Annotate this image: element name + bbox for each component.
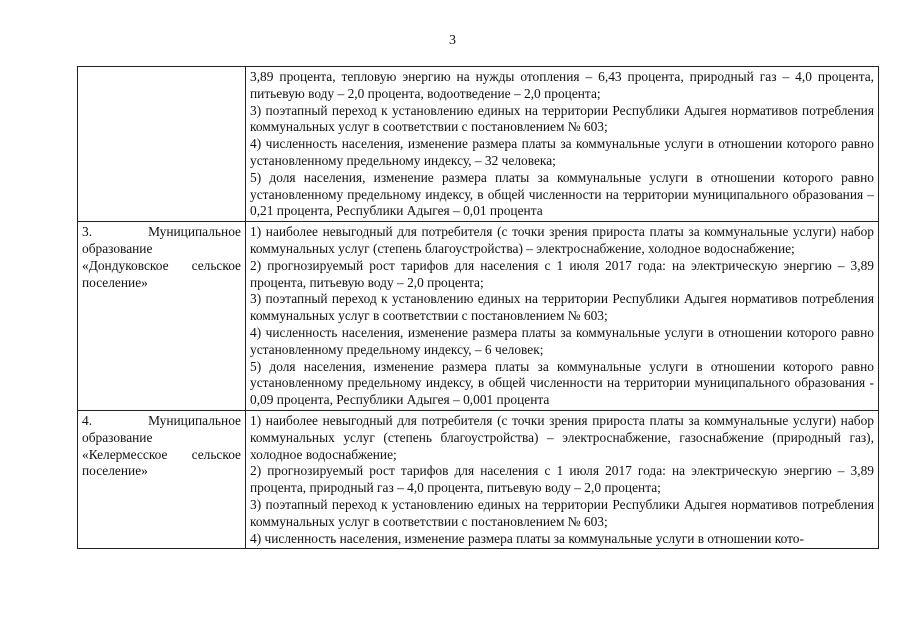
list-item: 4) численность населения, изменение размера платы за коммунальные услуги в отношении которого равно установленному предельному индексу, – 32 человека; xyxy=(250,136,874,168)
list-item: 3,89 процента, тепловую энергию на нужды отопления – 6,43 процента, природный газ – 4,0 процента, питьевую воду – 2,0 процента, водоотведение – 2,0 процента; xyxy=(250,69,874,101)
list-item: 1) наиболее невыгодный для потребителя (с точки зрения прироста платы за коммунальные услуги) набор коммунальных услуг (степень благоустройства) – электроснабжение, холодное водоснабжение; xyxy=(250,224,874,256)
list-item: 3) поэтапный переход к установлению единых на территории Республики Адыгея нормативов потребления коммунальных услуг в соответствии с постановлением № 603; xyxy=(250,496,874,529)
list-item: 4) численность населения, изменение размера платы за коммунальные услуги в отношении кото- xyxy=(250,530,804,546)
details-cell xyxy=(246,67,879,222)
municipality-name-cell: 4. Муниципальное образование «Келермесское сельское поселение» xyxy=(78,410,246,548)
page-number: 3 xyxy=(449,33,456,48)
list-item: 5) доля населения, изменение размера платы за коммунальные услуги в отношении которого равно установленному предельному индексу, в общей численности на территории муниципального образования – 0,21 процента, Республики Адыгея – 0,01 процента xyxy=(250,169,874,219)
table-row xyxy=(78,410,879,548)
municipal-table xyxy=(77,66,879,549)
list-item: 3) поэтапный переход к установлению единых на территории Республики Адыгея нормативов потребления коммунальных услуг в соответствии с постановлением № 603; xyxy=(250,291,874,324)
table-row xyxy=(78,222,879,411)
municipality-name-cell xyxy=(78,67,246,222)
list-item: 2) прогнозируемый рост тарифов для населения с 1 июля 2017 года: на электрическую энергию – 3,89 процента, питьевую воду – 2,0 процента; xyxy=(250,257,874,290)
details-cell xyxy=(246,410,879,548)
list-item: 3) поэтапный переход к установлению единых на территории Республики Адыгея нормативов потребления коммунальных услуг в соответствии с постановлением № 603; xyxy=(250,102,874,135)
table-row xyxy=(78,67,879,222)
list-item: 5) доля населения, изменение размера платы за коммунальные услуги в отношении которого равно установленному предельному индексу, в общей численности на территории муниципального образования - 0,09 процента, Республики Адыгея – 0,001 процента xyxy=(250,358,874,408)
list-item: 2) прогнозируемый рост тарифов для населения с 1 июля 2017 года: на электрическую энергию – 3,89 процента, природный газ – 4,0 процента, питьевую воду – 2,0 процента; xyxy=(250,463,874,496)
list-item: 1) наиболее невыгодный для потребителя (с точки зрения прироста платы за коммунальные услуги) набор коммунальных услуг (степень благоустройства) – электроснабжение, газоснабжение (природный газ), холодное водоснабжение; xyxy=(250,412,874,462)
municipality-name-cell: 3. Муниципальное образование «Дондуковское сельское поселение» xyxy=(78,222,246,411)
list-item: 4) численность населения, изменение размера платы за коммунальные услуги в отношении которого равно установленному предельному индексу, – 6 человек; xyxy=(250,324,874,357)
details-cell xyxy=(246,222,879,411)
